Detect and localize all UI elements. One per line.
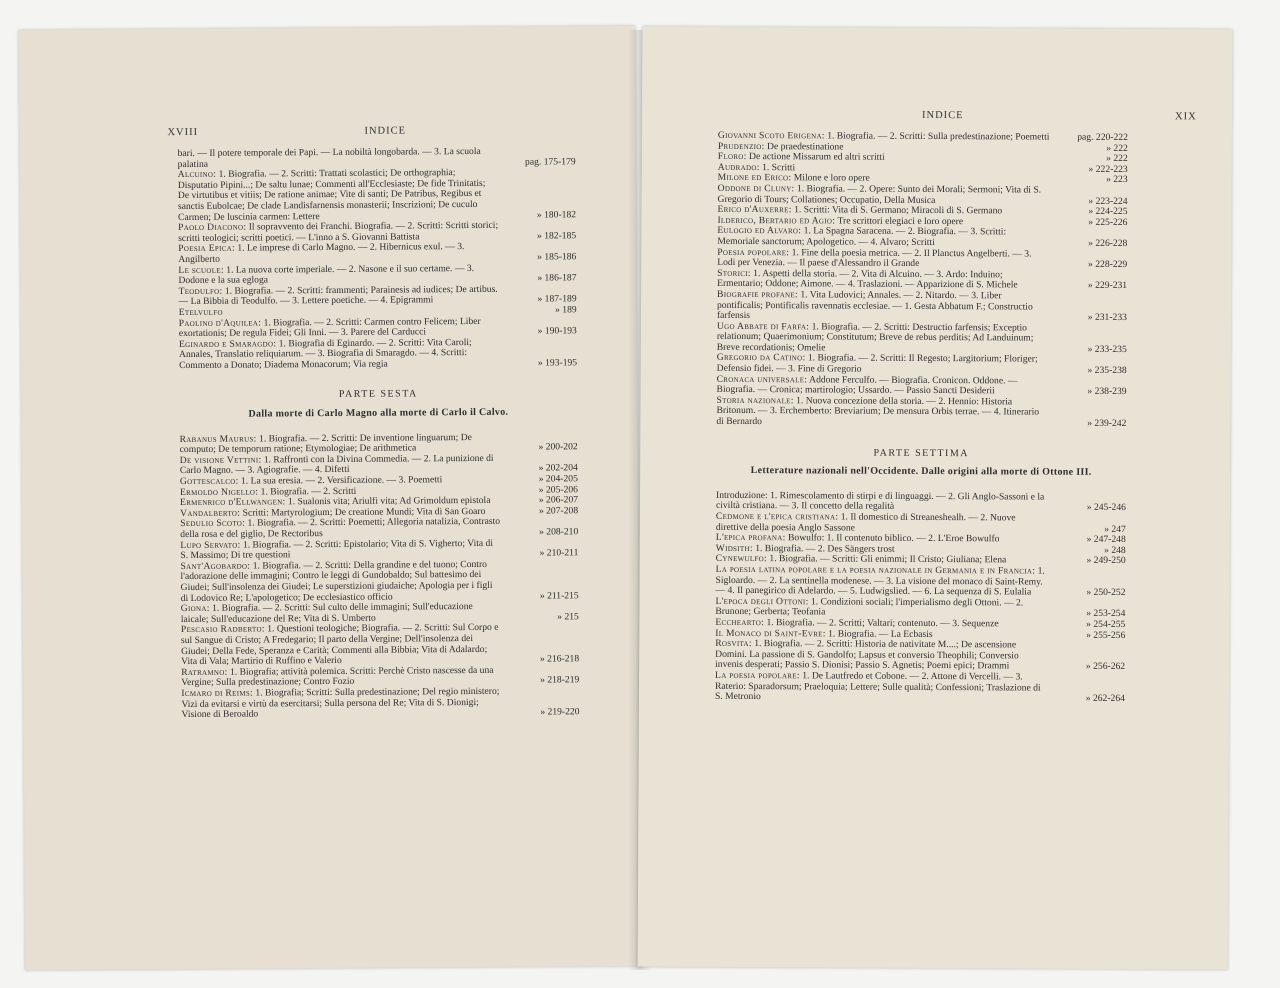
entry-text: 1. La sua eresia. — 2. Versificazione. — 3. Poemetti [240,474,443,487]
index-entry [715,639,1125,673]
entry-pages: pag. 175-179 [524,155,576,168]
entry-author: Gottescalco: [179,475,239,488]
index-entry [180,432,578,456]
entry-text: Tre scrittori elegiaci e loro opere [837,215,964,227]
right-page [638,26,1233,969]
entry-text: 1. Biografia. — 2. Scritti: Destructio farfensis; Exceptio relationum; Quaerimonium; Constitutum; Breve de rebus perditis; Ad Landuinum; Breve recordationis; Omelie [716,321,1034,354]
entry-author: Ugo Abbate di Farfa: [716,320,810,333]
entry-author: Vandalberto: [180,507,241,519]
index-entry [178,242,576,266]
entry-text: 1. Vita Ludovici; Annales. — 2. Nitardo. — 3. Liber pontificalis; Pontificalis ravennatis ecclesiae. — 1. Gesta Abbatum F.; Constructio farfensis [716,289,1033,322]
entry-author: Rosvita: [715,637,752,650]
entry-author: Il Monaco di Saint-Evre: [715,627,826,639]
entry-author: Paolo Diacono: [178,221,247,234]
entry-text: Bowulfo: 1. Il contenuto biblico. — 2. L'Eroe Bowulfo [788,532,1000,545]
index-entry [181,665,579,689]
index-entry [181,601,579,625]
entry-author: Sedulio Scoto: [180,517,246,530]
index-entry [179,337,577,372]
entry-text: Scritti: Martyrologium; De creatione Mundi; Vita di San Goaro [242,505,486,519]
entry-text: 1. Biografia. — 2. Scritti: frammenti; Parainesis ad iudices; De artibus. — La Bibbia di Teodulfo. — 3. Lettere poetiche. — 4. Epigrammi [178,283,498,308]
entry-author: Erico d'Auxerre: [717,204,792,216]
entry-text: 1. Biografia. — 2. Scritti: Sulla predestinazione; Poemetti [827,130,1050,143]
entry-pages: » 207-208 [538,505,579,517]
entry-text: 1. Biografia. — 2. Scritti; Valtari; contenuto. — 3. Sequenze [766,617,999,630]
left-section-subtitle: Dalla morte di Carlo Magno alla morte di Carlo il Calvo. [248,406,509,420]
entry-text: 1. De Lautfredo et Cobone. — 2. Attone di Vercelli. — 3. Raterio: Sparadorsum; Praeloquia; Lettere; Sulle qualità; Confessioni; Traslazione di S. Metronio [714,670,1041,703]
entry-pages: » 223 [1106,174,1128,186]
index-entry [179,284,577,308]
index-entry [716,396,1126,430]
entry-pages: » 245-246 [1086,502,1126,514]
entry-pages: » 200-202 [538,441,578,453]
right-entries-a [716,131,1128,430]
index-entry [180,517,578,541]
index-entry [178,146,576,170]
entry-author: Etelvulfo [178,306,223,318]
entry-text: 1. Biografia. — 2. Scritti: Il Regesto; Largitorium; Floriger; Defensio fidei. — 3. Fine di Gregorio [716,352,1038,375]
entry-text: 1. Sualonis vita; Ariulfi vita; Ad Grimoldum epistola [287,495,491,508]
entry-text: 1. Biografia. — 2. Des Sängers trost [755,542,895,555]
left-page [19,26,642,970]
entry-author: Sant'Agobardo: [180,560,251,572]
entry-pages: » 249-250 [1086,555,1126,567]
index-entry [178,220,576,244]
right-column [715,131,1128,705]
right-section-subtitle: Letterature nazionali nell'Occidente. Dalle origini alla morte di Ottone III. [750,465,1092,479]
entry-pages: » 253-254 [1086,608,1126,620]
right-section-title: PARTE SETTIMA [873,447,969,459]
index-entry [181,686,579,721]
entry-pages: » 247 [1104,523,1126,535]
entry-pages: » 193-195 [537,357,578,369]
entry-pages: » 180-182 [536,208,577,221]
entry-text: 1. Biografia. — 2. Scritti: Epistolario; Vita di S. Vigherto; Vita di S. Massimo; Di tre questioni [180,537,494,562]
entry-text: 1. Biografia. — 2. Opere: Sunto dei Morali; Sermoni; Vita di S. Gregorio di Tours; Collationes; Occupatio, Della Musica [717,183,1042,206]
entry-text: 1. Scritti [762,161,796,174]
entry-text: 1. Le imprese di Carlo Magno. — 2. Hibernicus exul. — 3. Angilberto [178,241,465,265]
index-entry [715,671,1125,705]
entry-pages: » 247-248 [1086,533,1126,546]
index-entry [717,290,1127,324]
entry-pages: » 255-256 [1086,629,1126,641]
entry-pages: » 226-228 [1088,237,1128,249]
entry-pages: » 202-204 [538,462,578,474]
right-page-number: XIX [1174,111,1197,123]
entry-pages: » 210-211 [539,547,579,559]
entry-pages: » 222-223 [1088,163,1128,175]
entry-author: Milone ed Erico: [717,172,792,184]
entry-pages: » 205-206 [538,483,578,496]
entry-author: Teodulfo: [178,285,223,297]
entry-text: 1. Biografia di Eginardo. — 2. Scritti: Vita Caroli; Annales, Translatio reliquiarum. — 3. Biografia di Smaragdo. — 4. Scritti: Commento a Donato; Diadema Monacorum; Via regia [178,336,472,371]
entry-text: 1. Biografia. — Scritti: Gli enimmi; Il Cristo; Giuliana; Elena [769,553,1007,566]
entry-text: 1. Scritti: Vita di S. Germano; Miracoli di S. Germano [794,204,1003,217]
entry-author: L'epica profana: [715,532,786,544]
entry-pages: » 224-225 [1088,205,1128,218]
entry-author: Cronaca universale: [716,373,808,385]
entry-author: Cedmone e l'epica cristiana: [715,510,839,523]
entry-text: 1. Biografia. — 2. Scritti [260,485,357,498]
left-entries-a [178,146,578,371]
index-entry [181,623,579,668]
entry-author: De visione Vettini: [179,454,262,466]
entry-text: 1. Nuova concezione della storia. — 2. Hennio: Historia Britonum. — 3. Erchemberto: Breviarium; De mensura Orbis terrae. — 4. Itinerario di Bernardo [716,395,1040,428]
entry-author: Paolino d'Aquilea: [178,316,262,329]
entry-pages: » 218-219 [540,674,580,686]
entry-pages: » 250-252 [1086,586,1126,599]
entry-text: 1. Questioni teologiche; Biografia. — 2. Scritti: Sul Corpo e sul Sangue di Cristo; A Fredegario; Il parto della Vergine; Dell'insolenza dei Giudei; Della Fede, Speranza e Carità; Commenti alla Bibbia; Vita di Adalardo; Vita di Vala; Martirio di Ruffino e Valerio [180,622,499,668]
left-section-title: PARTE SESTA [338,388,418,401]
entry-pages: » 204-205 [538,473,578,485]
entry-author: Ermoldo Nigello: [179,486,259,498]
entry-pages: » 256-262 [1085,661,1126,673]
entry-text: Addone Ferculfo. — Biografia. Cronicon. Oddone. — Biografia. — Cronica; martirologio; Ussardo. — Passio Sancti Desiderii [716,373,1018,397]
entry-text: 1. Fine della poesia metrica. — 2. Il Planctus Angelberti. — 3. Lodi per Venezia. — Il paese d'Alessandro il Grande [717,246,1032,270]
entry-author: Oddone di Cluny: [717,182,795,195]
entry-pages: » 208-210 [539,526,579,538]
entry-text: 1. Condizioni sociali; l'imperialismo degli Ottoni. — 2. Brunone; Gerberta; Teofania [715,596,1024,618]
entry-author: Gregorio da Catino: [716,352,806,364]
entry-text: 1. Sigloardo. — 2. La sentinella modenese. — 3. La visione del monaco di Saint-Remy. — 4. Il panegirico di Adelardo. — 5. Ludwigslied. — 6. La sequenza di S. Eulalia [715,565,1045,598]
entry-author: Alcuino: [177,168,217,181]
entry-pages: » 233-235 [1087,343,1127,355]
index-entry [180,538,578,562]
entry-pages: » 229-231 [1087,280,1128,292]
entry-pages: » 182-185 [536,230,577,242]
right-header-title: INDICE [921,109,964,122]
entry-author: Ilderico, Bertario ed Agio: [717,214,836,227]
entry-pages: » 190-193 [537,325,577,337]
entry-text: 1. Biografia. — 2. Scritti: Sul culto delle immagini; Sull'educazione laicale; Sull'educazione del Re; Vita di S. Umberto [180,601,473,625]
entry-author: La poesia latina popolare e la poesia nazionale in Germania e in Francia: [715,563,1036,577]
entry-author: Ermenrico d'Ellwangen: [179,496,286,509]
entry-text: 1. Biografia. — 2. Scritti: De inventione linguarum; De computo; De temporum ratione; Etymologiae; De arithmetica [179,431,472,456]
entry-pages: » 254-255 [1086,618,1126,630]
entry-text: 1. Biografia; attività polemica. Scritti: Perchè Cristo nascesse da una Vergine; Sulla predestinazione; Contro Fozio [181,664,494,689]
index-entry [178,167,576,223]
entry-pages: » 238-239 [1087,386,1127,398]
entry-pages: » 189 [555,304,577,316]
entry-author: L'epoca degli Ottoni: [715,595,809,608]
entry-author: Ratramno: [181,666,228,678]
entry-text: Milone e loro opere [793,172,870,185]
entry-pages: » 185-186 [537,251,577,263]
entry-text: 1. Il domestico di Streaneshealh. — 2. Nuove direttive della poesia Anglo Sassone [715,511,1016,534]
entry-author: Giona: [180,602,210,615]
index-entry [180,453,578,477]
entry-pages: » 215 [557,611,579,623]
entry-pages: » 186-187 [537,272,577,284]
entry-text: 1. Biografia; Scritti: Sulla predestinazione; Del regio ministero; Vizi da evitarsi e virtù da esercitarsi; Sulla persona del Re; Vita di S. Dionigi; Visione di Beroaldo [181,685,500,721]
entry-text: 1. Biografia. — 2. Scritti: Carmen contro Felicem; Liber exortationis; De regula Fidei; Gli Inni. — 3. Parere del Carducci [178,315,481,340]
entry-text: 1. La nuova corte imperiale. — 2. Nasone e il suo certame. — 3. Dodone e la sua egloga [178,262,475,287]
entry-author: Poesia Epica: [178,243,236,255]
entry-author: Storici: [717,267,751,279]
entry-pages: » 239-242 [1087,417,1127,430]
index-entry [179,316,577,340]
index-entry [717,322,1127,356]
entry-pages: » 262-264 [1085,692,1125,705]
index-entry [180,559,578,604]
entry-text: De actione Missarum ed altri scritti [749,151,885,163]
entry-pages: » 206-207 [538,494,579,506]
entry-pages: » 248 [1104,544,1126,556]
entry-pages: » 187-189 [537,293,577,305]
entry-text: 1. Biografia. — 2. Scritti: Poemetti; Allegoria natalizia, Contrasto della rosa e del giglio, De Rectoribus [180,516,501,541]
entry-author: Ecchearto: [715,616,765,629]
entry-author: Poesia popolare: [717,246,790,258]
entry-author: Rabanus Maurus: [179,433,257,445]
entry-pages: » 235-238 [1087,364,1127,377]
entry-author: La poesia popolare: [715,669,800,682]
entry-author: Icmaro di Reims: [181,687,254,699]
entry-author: Le scuole: [178,264,224,276]
entry-pages: » 228-229 [1088,258,1128,271]
entry-text: 1. Biografia. — 2. Scritti: Historia de nativitate M....; De ascensione Domini. La passione di S. Gandolfo; Lapsus et conversio Theophili; Conversio invenis desperati; Passio S. Dionisi; Passio S. Agnetis; Poemi epici; Drammi [715,638,1019,672]
entry-author: Biografie profane: [717,288,798,301]
right-entries-b [715,491,1126,705]
entry-author: Giovanni Scoto Erigena: [717,129,825,142]
left-column [178,146,580,720]
entry-text: Introduzione: 1. Rimescolamento di stirpi e di linguaggi. — 2. Gli Anglo-Sassoni e la civiltà cristiana. — 3. Il concetto della regalità [715,489,1045,513]
left-entries-b [180,432,580,721]
entry-author: Storia nazionale: [716,394,794,407]
entry-pages: » 222 [1106,142,1128,154]
entry-text: bari. — Il potere temporale dei Papi. — La nobiltà longobarda. — 3. La scuola palatina [177,145,481,170]
entry-author: Pescasio Radberto: [180,623,265,636]
entry-author: Eginardo e Smaragdo: [178,338,277,350]
entry-author: Audrado: [717,161,760,173]
entry-author: Widsith: [715,542,753,554]
entry-author: Prudenzio: [717,140,765,152]
entry-pages: » 216-218 [539,653,580,665]
entry-text: 1. Raffronti con la Divina Commedia. — 2. La punizione di Carlo Magno. — 3. Agiografie. — 4. Difetti [179,452,494,477]
entry-author: Eulogio ed Alvaro: [717,225,802,237]
entry-text: 1. Biografia. — 2. Scritti: Trattati scolastici; De orthographia; Disputatio Pipini...; De saltu lunae; Commenti all'Ecclesiaste; De fide Trinitatis; De virtutibus et vitiis; De ratione animae; Vite di santi; De Patribus, Regibus et sanctis Eubolcae; De clade Landisfarnensis monasterii; Inscrizioni; De cuculo Carmen; De luscinia carmen: Lettere [177,167,486,223]
entry-pages: » 231-233 [1087,311,1127,324]
entry-author: Lupo Servato: [180,539,241,551]
entry-text: 1. Biografia. — La Ecbasis [828,627,933,640]
entry-pages: » 211-215 [539,589,579,602]
entry-author: Floro: [717,151,747,163]
left-header-title: INDICE [364,125,407,137]
entry-pages: » 225-226 [1088,216,1128,228]
entry-text: De praedestinatione [766,140,844,153]
entry-pages: » 222 [1106,153,1128,165]
entry-pages: » 223-224 [1088,195,1128,207]
entry-text: 1. Biografia. — 2. Scritti: Della grandine e del tuono; Contro l'adorazione delle immagini; Contro le leggi di Gundobaldo; Sul battesimo dei Giudei; Sull'insolenza dei Giudei; Le superstizioni giudaiche; Apologia per i figli di Lodovico Re; L'apologetico; De ecclesiastico officio [180,558,493,604]
entry-author: Cynewulfo: [715,553,768,565]
index-entry [715,565,1125,599]
index-entry [178,263,576,287]
entry-pages: » 219-220 [540,706,580,718]
entry-text: Il sopravvento dei Franchi. Biografia. — 2. Scritti: Scritti storici; scritti teologici; scritti poetici. — L'inno a S. Giovanni Battista [178,219,499,244]
entry-text: 1. La Spagna Saracena. — 2. Biografia. — 3. Scritti: Memoriale sanctorum; Apologetico. — 4. Alvaro; Scritti [717,225,1007,248]
entry-text: 1. Aspetti della storia. — 2. Vita di Alcuino. — 3. Ardo: Induino; Ermentario; Oddone; Aimone. — 4. Traslazioni. — Apparizione di S. Michele [717,267,1018,291]
left-page-number: XVIII [167,126,199,139]
entry-pages: pag. 220-222 [1077,131,1128,144]
